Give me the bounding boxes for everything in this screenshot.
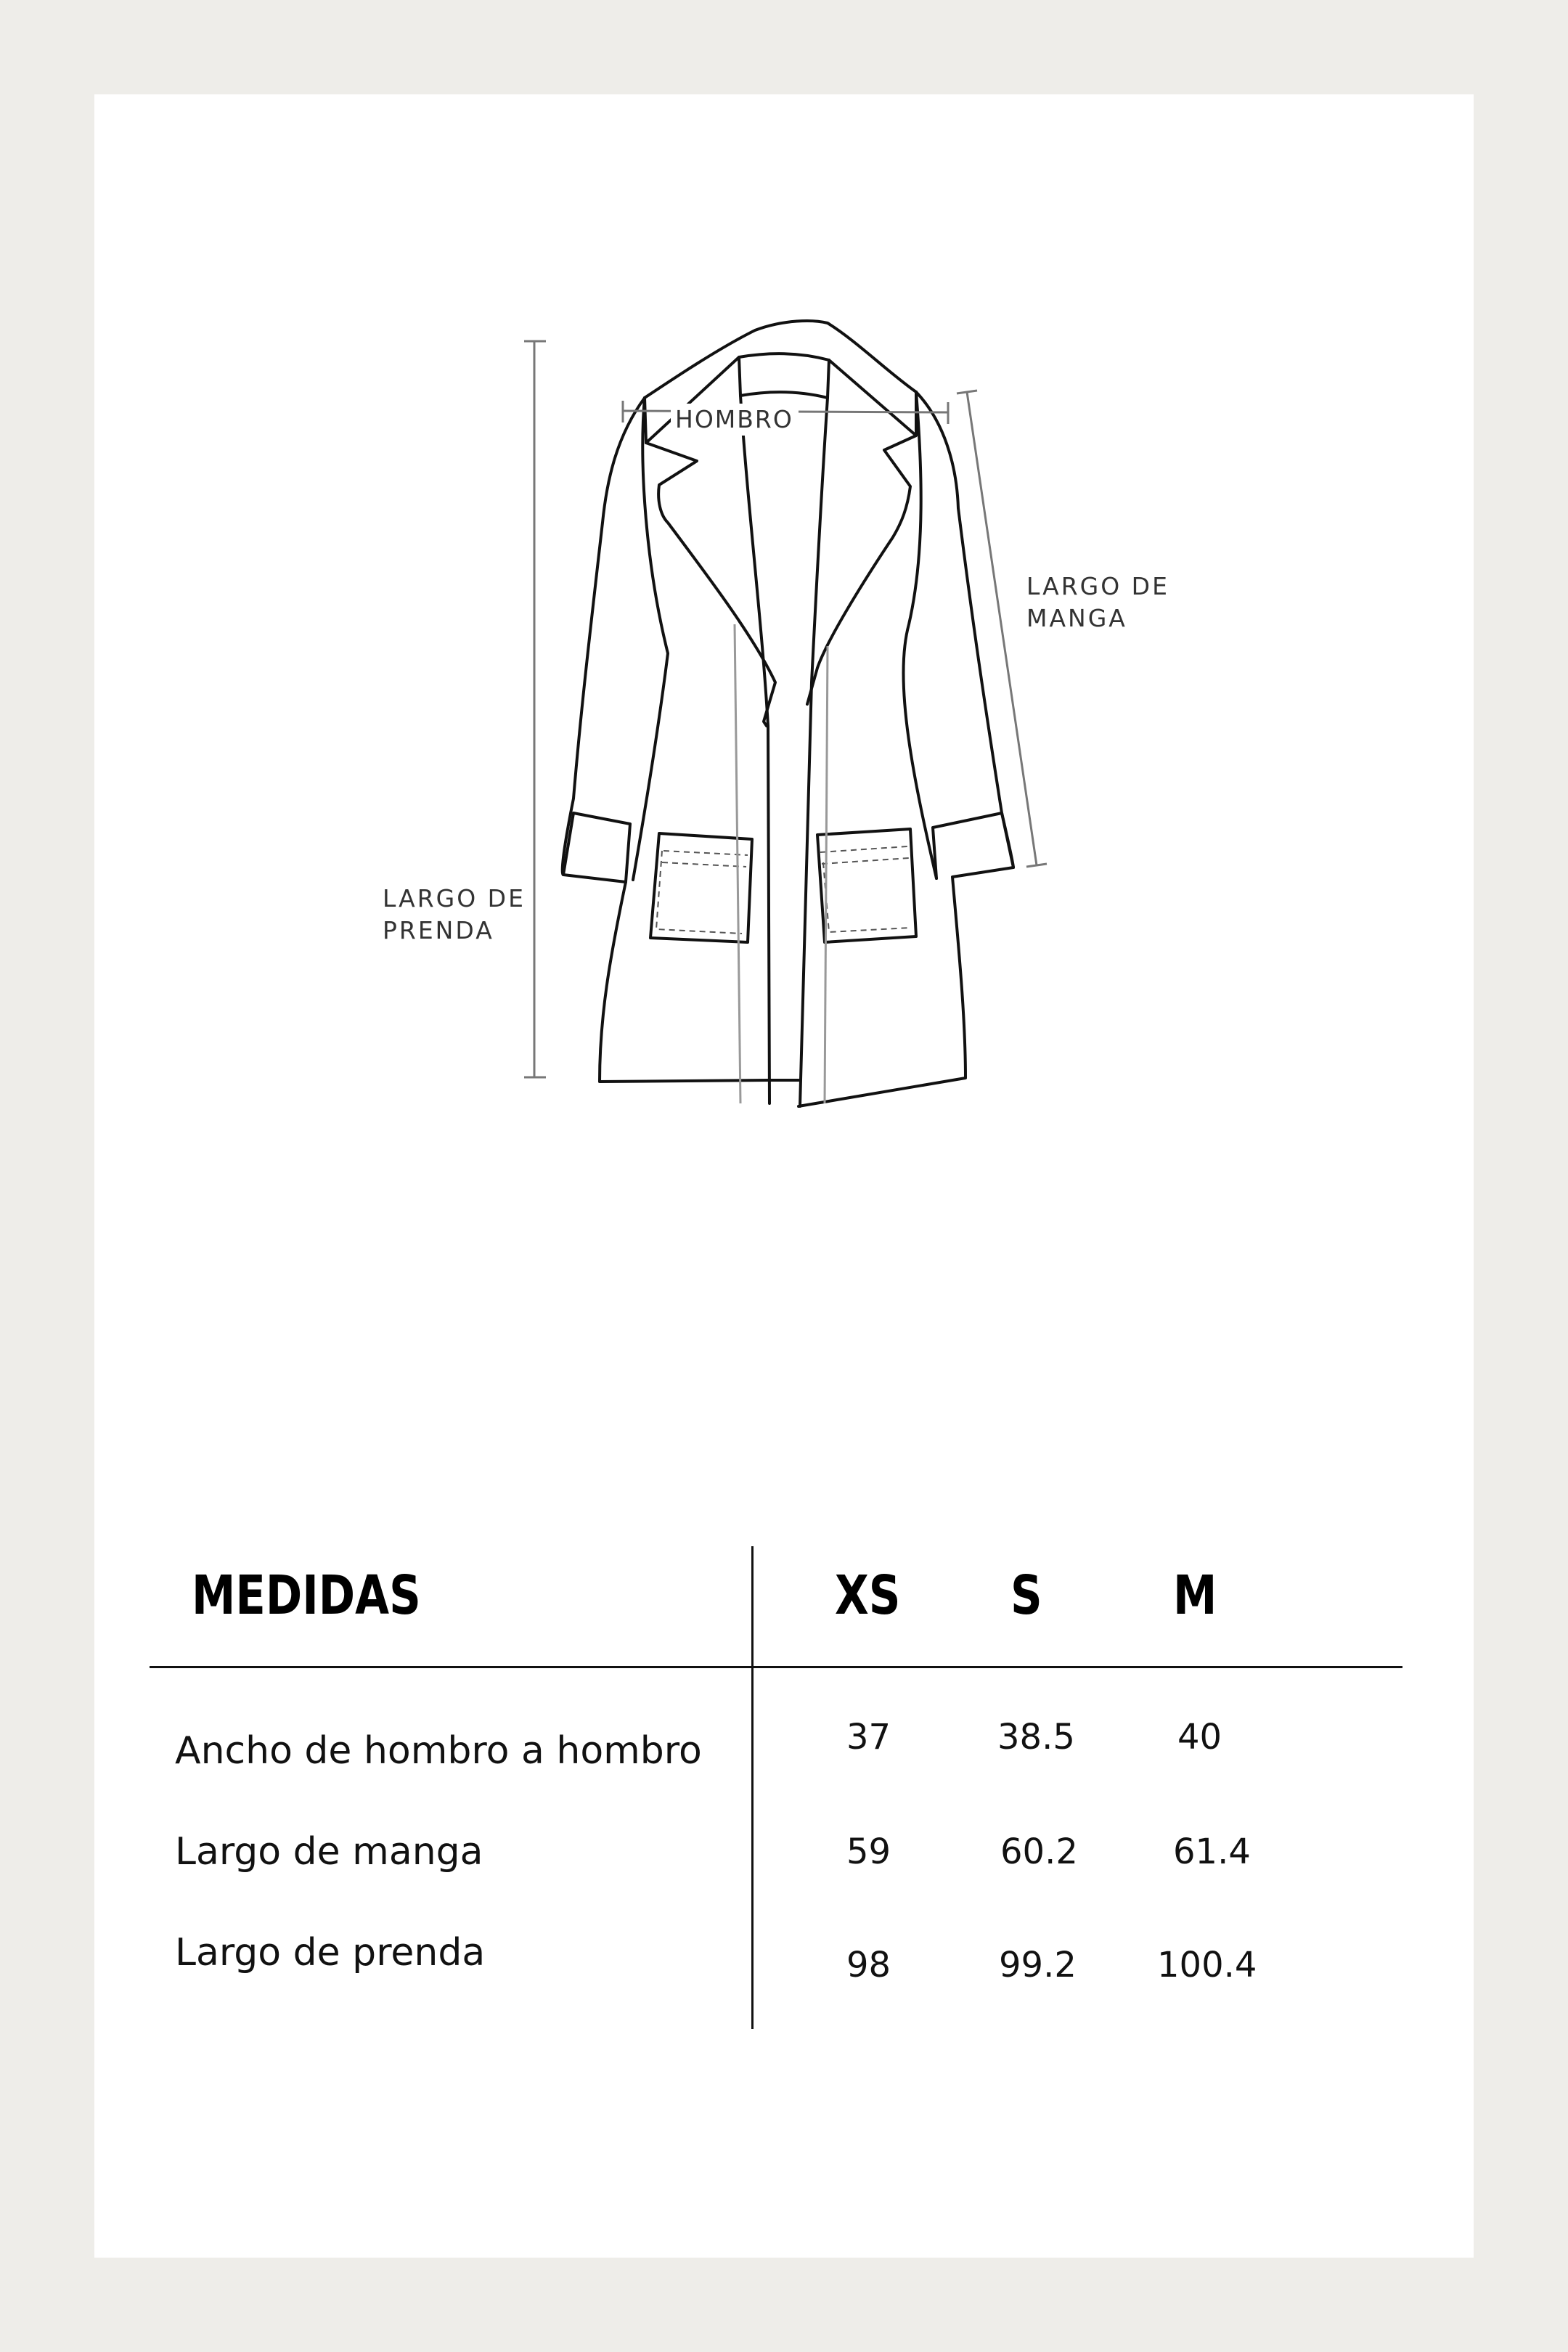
- row-label-ancho-hombro: Ancho de hombro a hombro: [175, 1729, 702, 1773]
- size-header-xs: XS: [835, 1564, 901, 1627]
- cell-ancho-s: 38.5: [997, 1717, 1075, 1757]
- coat-collar-band: [739, 354, 829, 398]
- cell-prenda-m: 100.4: [1157, 1945, 1257, 1985]
- largo-prenda-label: LARGO DE PRENDA: [383, 884, 526, 944]
- coat-right-side: [799, 392, 1013, 1106]
- cell-ancho-m: 40: [1177, 1717, 1222, 1757]
- cell-prenda-s: 99.2: [999, 1945, 1077, 1985]
- size-header-m: M: [1173, 1564, 1217, 1627]
- largo-manga-label: LARGO DE MANGA: [1026, 572, 1169, 632]
- coat-collar: [645, 321, 916, 398]
- cell-prenda-xs: 98: [846, 1945, 891, 1985]
- size-header-s: S: [1010, 1564, 1042, 1627]
- row-label-largo-prenda: Largo de prenda: [175, 1931, 486, 1975]
- table-column-divider: [751, 1546, 754, 2029]
- coat-left-side: [563, 398, 768, 1082]
- table-header-divider: [150, 1666, 1402, 1668]
- cell-manga-m: 61.4: [1173, 1832, 1251, 1872]
- cell-manga-s: 60.2: [1000, 1832, 1078, 1872]
- cell-ancho-xs: 37: [846, 1717, 891, 1757]
- row-label-largo-manga: Largo de manga: [175, 1830, 483, 1874]
- hombro-label: HOMBRO: [675, 405, 793, 433]
- right-pocket: [817, 829, 916, 942]
- cell-manga-xs: 59: [846, 1832, 891, 1872]
- table-header-medidas: MEDIDAS: [192, 1564, 421, 1627]
